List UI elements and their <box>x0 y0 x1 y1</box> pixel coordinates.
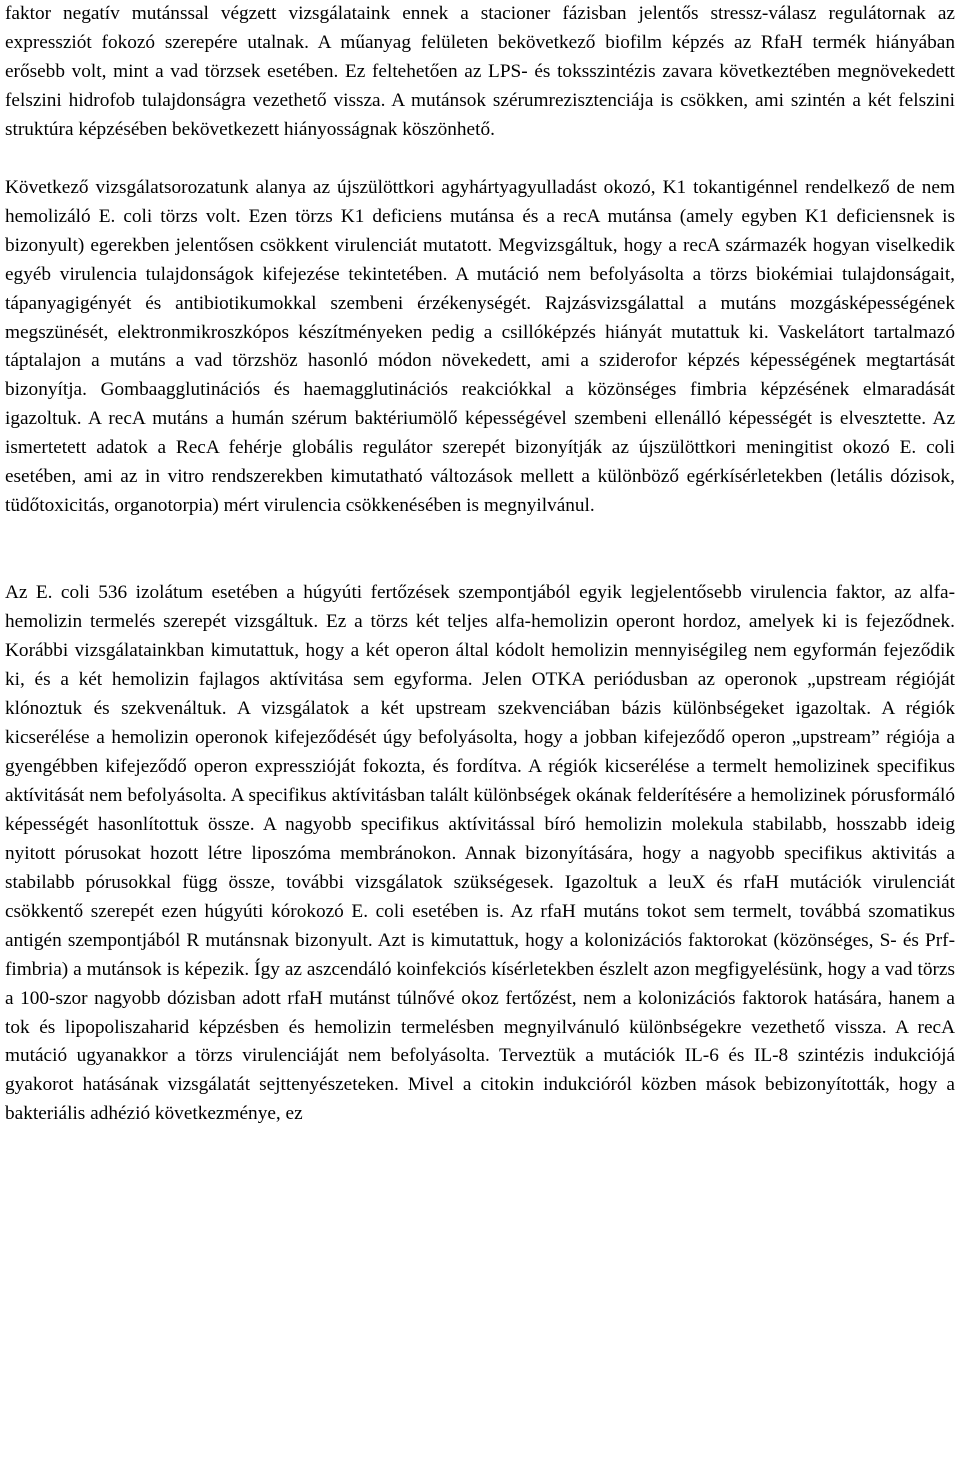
paragraph-3: Az E. coli 536 izolátum esetében a húgyúti fertőzések szempontjából egyik legjelentősebb virulencia faktor, az alfa-hemolizin termelés szerepét vizsgáltuk. Ez a törzs két teljes alfa-hemolizin operont hordoz, amelyek ki is fejeződnek. Korábbi vizsgálatainkban kimutattuk, hogy a két operon által kódolt hemolizin mennyiségileg nem egyformán fejeződik ki, és a két hemolizin fajlagos aktívitása sem egyforma. Jelen OTKA periódusban az operonok „upstream régióját klónoztuk és szekvenáltuk. A vizsgálatok a két upstream szekvenciában bázis különbségeket igazoltak. A régiók kicserélése a hemolizin operonok kifejeződését úgy befolyásolta, hogy a jobban kifejeződő operon „upstream” régiója a gyengébben kifejeződő operon expresszióját fokozta, és fordítva. A régiók kicserélése a termelt hemolizinek specifikus aktívitását nem befolyásolta. A specifikus aktívitásban talált különbségek okának felderítésére a hemolizinek pórusformáló képességét hasonlítottuk össze. A nagyobb specifikus aktívitással bíró hemolizin molekula stabilabb, hosszabb ideig nyitott pórusokat hozott létre liposzóma membránokon. Annak bizonyítására, hogy a nagyobb specifikus aktivitás a stabilabb pórusokkal függ össze, további vizsgálatok szükségesek. Igazoltuk a leuX és rfaH mutációk virulenciát csökkentő szerepét ezen húgyúti kórokozó E. coli esetében is. Az rfaH mutáns tokot sem termelt, továbbá szomatikus antigén szempontjából R mutánsnak bizonyult. Azt is kimutattuk, hogy a kolonizációs faktorokat (közönséges, S- és Prf-fimbria) a mutánsok is képezik. Így az aszcendáló koinfekciós kísérletekben észlelt azon megfigyelésünk, hogy a vad törzs a 100-szor nagyobb dózisban adott rfaH mutánst túlnővé okoz fertőzést, nem a kolonizációs faktorok hatására, hanem a tok és lipopoliszaharid képzésben és hemolizin termelésben megnyilvánuló különbségekre vezethető vissza. A recA mutáció ugyanakkor a törzs virulenciáját nem befolyásolta. Terveztük a mutációk IL-6 és IL-8 szintézis indukciójá gyakorot hatásának vizsgálatát sejttenyészeteken. Mivel a citokin indukcióról közben mások bebizonyították, hogy a bakteriális adhézió következménye, ez <box>5 582 955 1125</box>
paragraph-2: Következő vizsgálatsorozatunk alanya az újszülöttkori agyhártyagyulladást okozó, K1 tokantigénnel rendelkező de nem hemolizáló E. coli törzs volt. Ezen törzs K1 deficiens mutánsa és a recA mutánsa (amely egyben K1 deficiensnek is bizonyult) egerekben jelentősen csökkent virulenciát mutatott. Megvizsgáltuk, hogy a recA származék hogyan viselkedik egyéb virulencia tulajdonságok kifejezése tekintetében. A mutáció nem befolyásolta a törzs biokémiai tulajdonságait, tápanyagigényét és antibiotikumokkal szembeni érzékenységét. Rajzásvizsgálattal a mutáns mozgásképességének megszünését, elektronmikroszkópos készítményeken pedig a csillóképzés hiányát mutattuk ki. Vaskelátort tartalmazó táptalajon a mutáns a vad törzshöz hasonló módon növekedett, ami a sziderofor képzés képességének megtartását bizonyítja. Gombaagglutinációs és haemagglutinációs reakciókkal a közönséges fimbria képzésének elmaradását igazoltuk. A recA mutáns a humán szérum baktériumölő képességével szembeni ellenálló képességét is elvesztette. Az ismertetett adatok a RecA fehérje globális regulátor szerepét bizonyítják az újszülöttkori meningitist okozó E. coli esetében, ami az in vitro rendszerekben kimutatható változások mellett a különböző egérkísérletekben (letális dózisok, tüdőtoxicitás, organotorpia) mért virulencia csökkenésében is megnyilvánul. <box>5 176 955 517</box>
paragraph-1: faktor negatív mutánssal végzett vizsgálataink ennek a stacioner fázisban jelentős stressz-válasz regulátornak az expressziót fokozó szerepére utalnak. A műanyag felületen bekövetkező biofilm képzés az RfaH termék hiányában erősebb volt, mint a vad törzsek esetében. Ez feltehetően az LPS- és toksszintézis zavara következtében megnövekedett felszini hidrofob tulajdonságra vezethető vissza. A mutánsok szérumrezisztenciája is csökken, ami szintén a két felszini struktúra képzésében bekövetkezett hiányosságnak köszönhető. <box>5 3 955 140</box>
paragraph-spacer <box>5 145 955 174</box>
paragraph-spacer <box>5 521 955 579</box>
document-page <box>5 0 955 1129</box>
